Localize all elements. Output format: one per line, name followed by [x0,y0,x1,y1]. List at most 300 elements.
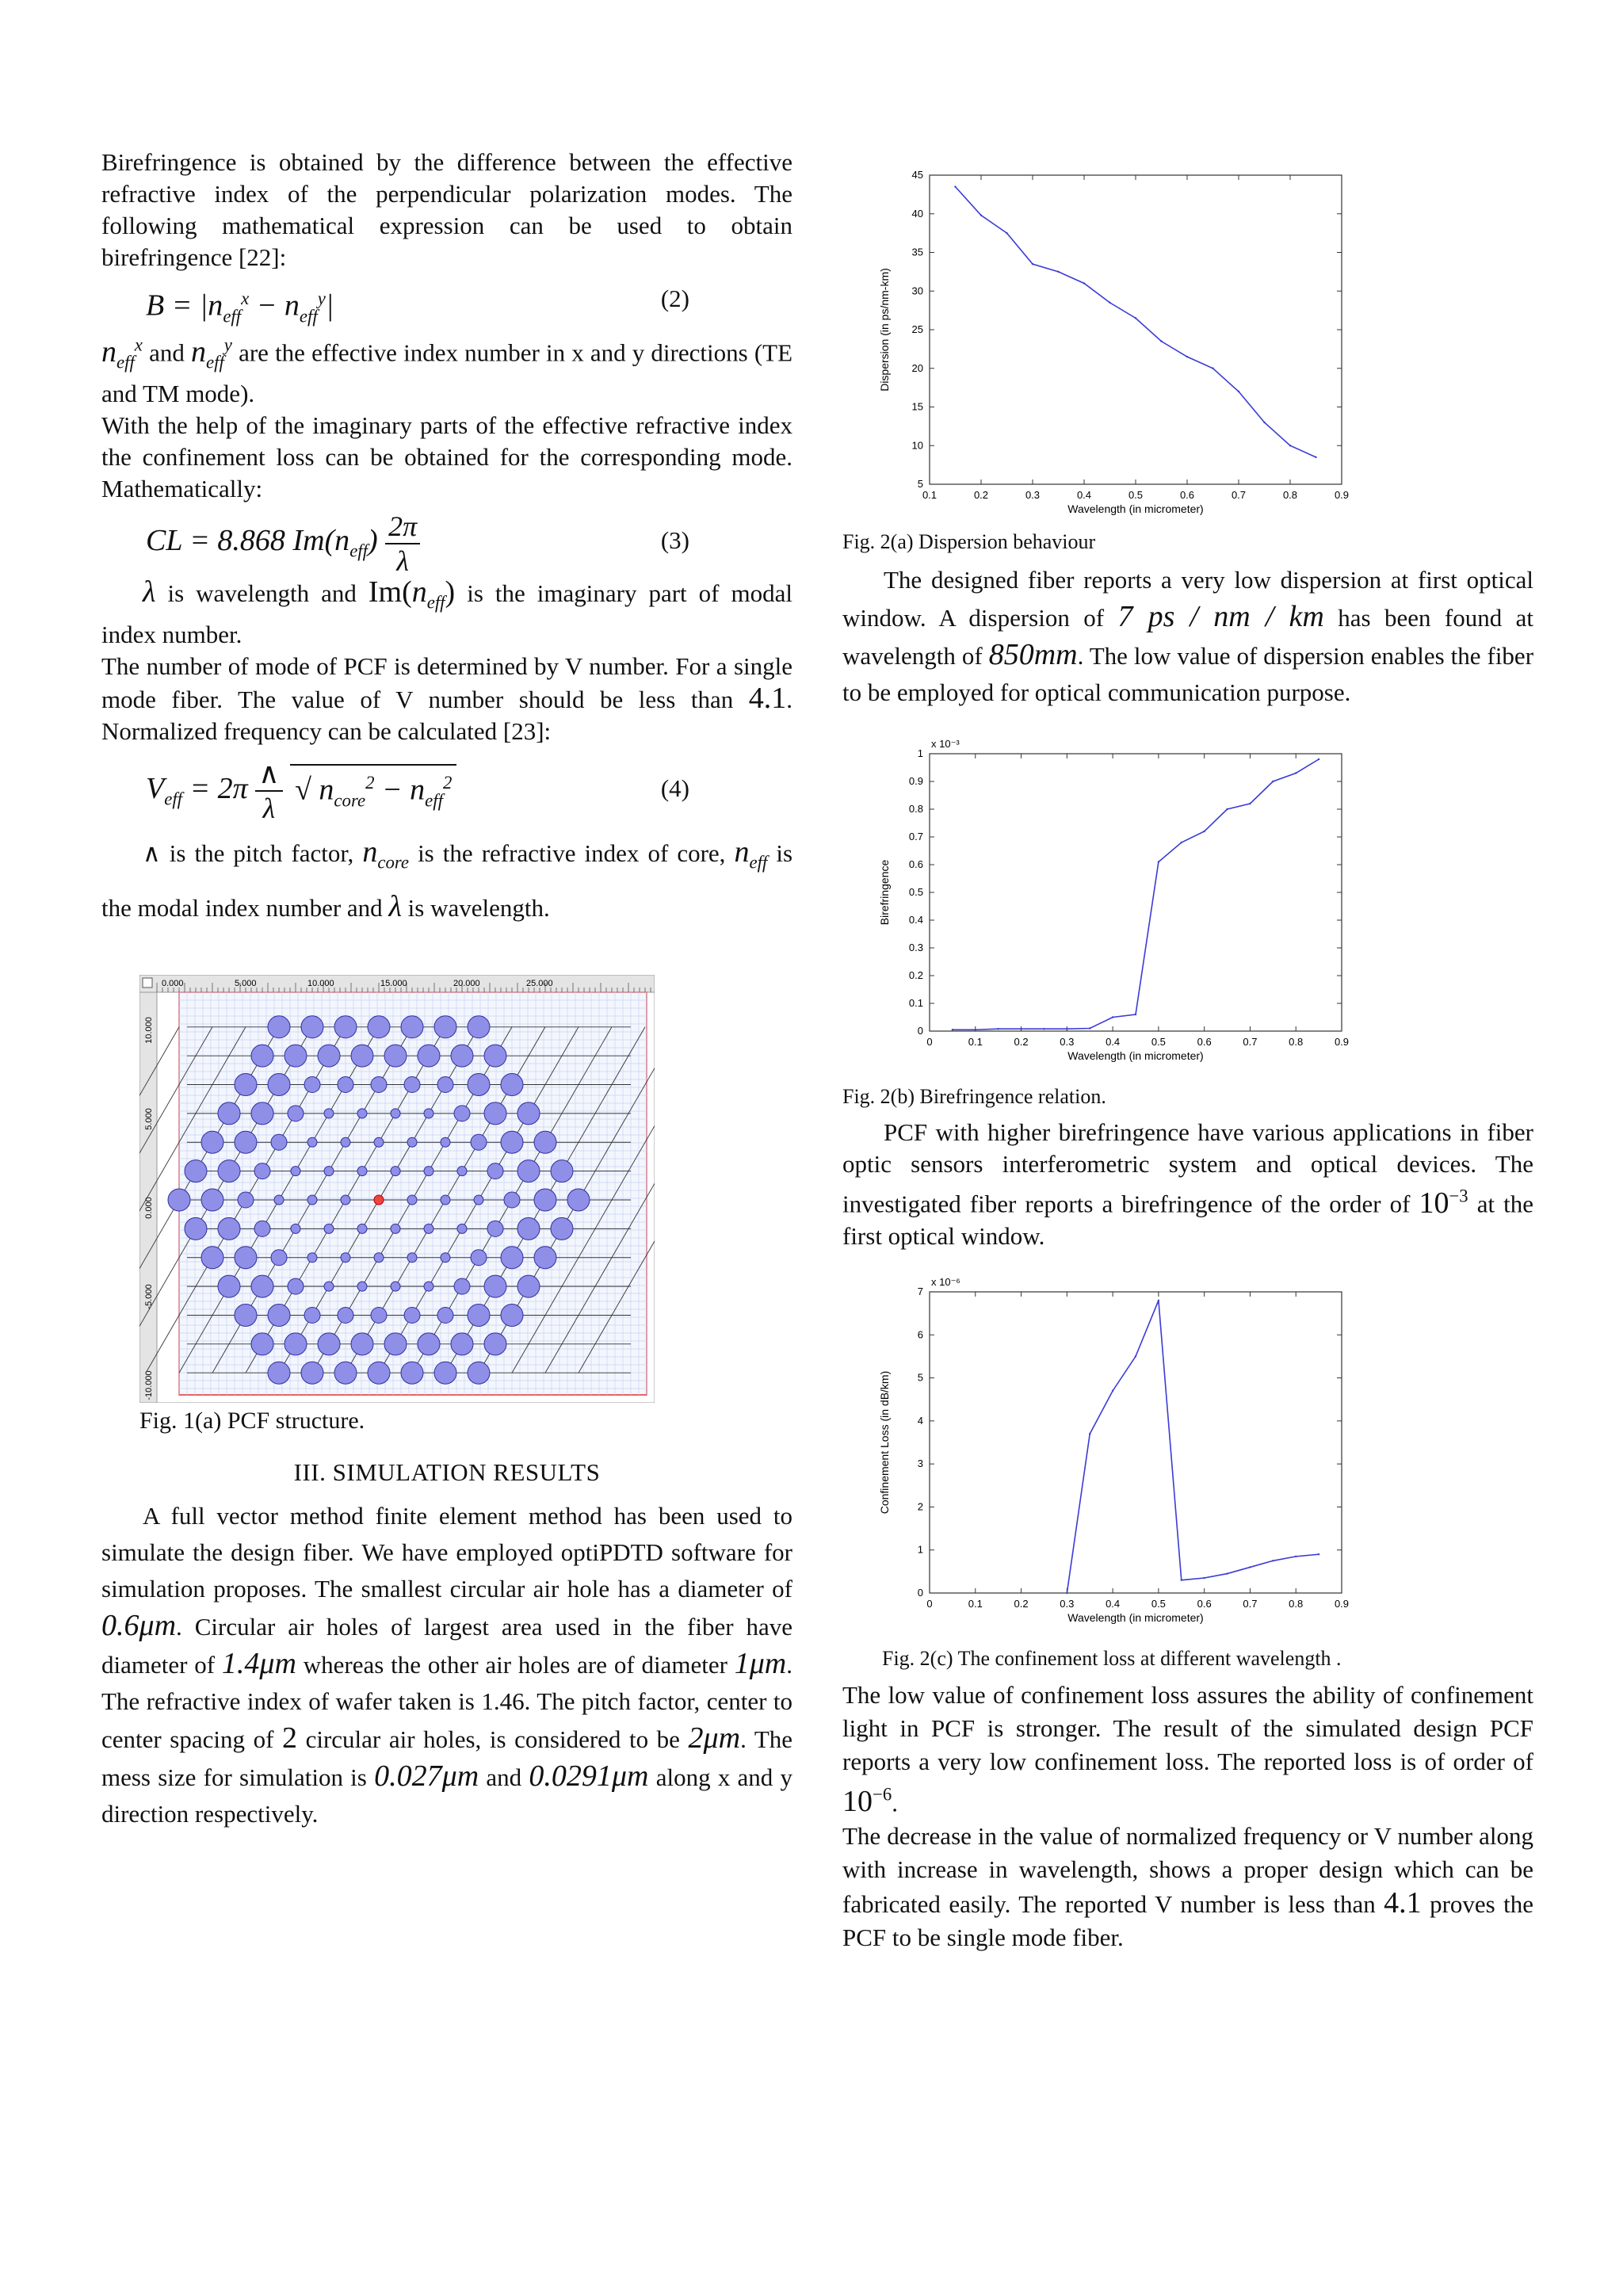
data-point [1135,1355,1136,1357]
plot-frame [930,1292,1342,1593]
text-pitch: is the pitch factor, [169,839,354,867]
text-normalized: . Normalized frequency can be calculated [23]: [101,685,792,745]
data-point [1212,368,1213,369]
air-hole [271,1135,287,1151]
x-axis-label: Wavelength (in micrometer) [1067,1049,1204,1062]
air-hole [304,1308,320,1324]
air-hole [268,1362,290,1385]
symbol-neff-x: $n_{eff}^x$ [101,334,143,372]
y-tick-label: 20 [911,361,923,374]
x-tick-label: 0.6 [1179,489,1195,501]
air-hole [341,1138,350,1148]
symbol-im-neff: $Im(n_{eff})$ [368,575,456,613]
x-tick-label: 0.1 [968,1036,983,1048]
y-axis-label: Dispersion (in ps/nm-km) [878,268,891,392]
ruler-label: 5.000 [235,979,257,989]
air-hole [454,1279,470,1295]
paragraph-birefringence-apps [842,1117,1533,1252]
paragraph-vnumber-result [842,1820,1533,1954]
figure-2a-dispersion [842,151,1533,524]
confinement-loss-chart [842,1260,1365,1641]
x-tick-label: 0.1 [968,1597,983,1610]
pcf-structure-image [139,975,655,1403]
x-tick-label: 0.8 [1282,489,1298,501]
data-point [1272,781,1274,782]
y-tick-label: 7 [917,1285,923,1297]
air-hole [341,1253,350,1263]
air-hole [468,1305,490,1327]
text-sim-2: . Circular air holes of largest area used in the fiber have diameter of [101,1613,792,1679]
x-tick-label: 0.7 [1243,1036,1258,1048]
air-hole [285,1045,307,1068]
air-hole [468,1362,490,1385]
equation-4 [101,747,792,830]
air-hole [301,1016,323,1038]
x-tick-label: 0.4 [1106,1597,1121,1610]
air-hole [457,1167,467,1176]
plot-frame [930,754,1342,1031]
air-hole [401,1362,423,1385]
value-mid-hole: 1μm [734,1647,787,1681]
air-hole [341,1195,350,1205]
air-hole [484,1276,506,1298]
air-hole [534,1132,556,1154]
air-hole [517,1276,540,1298]
value-loss-order: $10^{-6}$ [842,1784,892,1819]
data-point [1135,1014,1136,1015]
value-v-4-1: 4.1 [1384,1886,1422,1920]
right-column [842,147,1533,1954]
air-hole [338,1308,353,1324]
air-hole [471,1135,487,1151]
value-mesh-x: 0.027μm [374,1759,479,1794]
air-hole [357,1167,367,1176]
air-hole [291,1224,300,1234]
air-hole [235,1305,257,1327]
data-point [1158,861,1159,862]
air-hole [254,1221,270,1237]
data-point [1181,842,1182,843]
air-hole [357,1282,367,1292]
core-marker [374,1195,384,1205]
symbol-lambda-2: λ [388,890,402,924]
x-tick-label: 0 [926,1597,933,1610]
air-hole [324,1109,334,1118]
air-hole [424,1167,433,1176]
data-point [1263,422,1265,423]
x-tick-label: 0 [926,1036,933,1048]
y-tick-label: 0.8 [908,803,923,815]
y-tick-label: 45 [911,169,923,181]
air-hole [434,1362,456,1385]
text-neff-modal: is the modal index number and [101,839,793,923]
data-point [1089,1027,1090,1029]
y-tick-label: 5 [917,1371,923,1384]
text-sim-7: and [486,1763,522,1792]
vertical-ruler-label: 0.000 [144,1197,154,1220]
x-tick-label: 0.7 [1231,489,1247,501]
air-hole [551,1218,573,1240]
air-hole [534,1247,556,1269]
data-point [1089,1433,1090,1435]
air-hole [285,1333,307,1355]
text-vnumber: The number of mode of PCF is determined by V number. For a single mode fiber. The value of V number should be less than [101,651,792,713]
y-axis-label: Birefringence [878,859,891,926]
air-hole [235,1247,257,1269]
air-hole [391,1109,400,1118]
air-hole [484,1045,506,1068]
figure-2a-caption: Fig. 2(a) Dispersion behaviour [842,530,1096,553]
air-hole [487,1221,503,1237]
air-hole [268,1305,290,1327]
equation-2-number: (2) [660,285,689,312]
air-hole [357,1109,367,1118]
text-conf-1: The low value of confinement loss assures the ability of confinement light in PCF is stronger. The result of the simulated design PCF reports a very low confinement loss. The reported loss is of order of [842,1680,1533,1775]
data-point [1295,772,1296,774]
y-tick-label: 30 [911,285,923,297]
air-hole [468,1016,490,1038]
dispersion-chart [842,151,1365,524]
data-point [954,185,956,187]
y-tick-label: 0.7 [908,831,923,842]
data-point [1272,1560,1274,1561]
x-tick-label: 0.3 [1060,1597,1075,1610]
air-hole [235,1074,257,1096]
symbol-pitch: ∧ [143,839,161,867]
air-hole [218,1160,240,1182]
scale-label: x 10⁻⁶ [931,1275,960,1288]
air-hole [441,1195,450,1205]
data-point [1226,1572,1228,1574]
air-hole [288,1279,304,1295]
symbol-neff: $n_{eff}$ [734,835,768,873]
air-hole [357,1224,367,1234]
text-sim-3: whereas the other air holes are of diameter [303,1651,727,1679]
air-hole [484,1102,506,1125]
paragraph-confinement-intro: With the help of the imaginary parts of the effective refractive index the confinement loss can be obtained for the corresponding mode. Mathematically: [101,411,792,503]
x-tick-label: 0.6 [1197,1597,1212,1610]
air-hole [268,1074,290,1096]
data-point [1295,1555,1296,1557]
air-hole [351,1333,373,1355]
air-hole [338,1077,353,1093]
y-tick-label: 0 [917,1025,923,1037]
y-tick-label: 0.2 [908,969,923,981]
air-hole [324,1282,334,1292]
air-hole [251,1276,273,1298]
air-hole [291,1167,300,1176]
y-tick-label: 35 [911,246,923,258]
value-large-hole: 1.4μm [221,1647,296,1681]
data-point [1006,232,1007,234]
y-tick-label: 6 [917,1328,923,1340]
air-hole [454,1106,470,1121]
air-hole [384,1333,407,1355]
value-dispersion: 7 ps / nm / km [1117,600,1324,633]
vertical-ruler-label: 5.000 [144,1108,154,1131]
text-sim-5: circular air holes, is considered to be [305,1725,680,1754]
air-hole [334,1362,357,1385]
value-4-1: 4.1 [748,681,787,715]
y-tick-label: 0 [917,1586,923,1599]
air-hole [501,1247,523,1269]
equation-4-number: (4) [660,774,689,802]
data-point [1083,282,1085,284]
figure-2c-caption: Fig. 2(c) The confinement loss at different wavelength . [882,1646,1342,1670]
text-im-desc: is the imaginary part of modal index number. [101,579,793,648]
symbol-neff-y: $n_{eff}^y$ [191,334,232,372]
data-point [1043,1028,1044,1030]
air-hole [407,1195,417,1205]
air-hole [318,1045,340,1068]
data-point [1066,1028,1067,1030]
plot-frame [930,175,1342,484]
air-hole [374,1253,384,1263]
text-and: and [149,338,185,367]
air-hole [251,1102,273,1125]
air-hole [501,1305,523,1327]
air-hole [504,1192,520,1208]
x-tick-label: 0.4 [1106,1036,1121,1048]
data-point [975,1029,976,1030]
data-point [1249,803,1251,804]
air-hole [407,1138,417,1148]
air-hole [384,1045,407,1068]
data-point [1135,317,1136,319]
data-point [1158,1299,1159,1301]
air-hole [434,1016,456,1038]
paragraph-pitch [101,830,792,931]
equation-3 [101,505,792,576]
text-disp-2: has been found at wavelength of [842,604,1533,670]
equation-3-number: (3) [660,526,689,555]
symbol-lambda: λ [143,575,156,609]
ruler-label: 15.000 [380,979,407,989]
equation-4-body: $V_{eff} = 2\pi$ $\frac{\wedge}{\lambda}$ √ $n_{core}^2 - n_{eff}^2$ [146,747,456,841]
air-hole [268,1016,290,1038]
text-sim-1: A full vector method finite element method has been used to simulate the design fiber. We have employed optiPDTD software for simulation proposes. The smallest circular air hole has a diameter of [101,1502,792,1603]
x-tick-label: 0.1 [922,489,938,501]
data-point [1249,1566,1251,1568]
air-hole [368,1016,390,1038]
air-hole [424,1282,433,1292]
air-hole [484,1333,506,1355]
x-tick-label: 0.3 [1060,1036,1075,1048]
equation-2 [101,273,792,327]
x-tick-label: 0.6 [1197,1036,1212,1048]
x-tick-label: 0.9 [1334,1036,1350,1048]
air-hole [218,1218,240,1240]
x-tick-label: 0.2 [1014,1597,1029,1610]
air-hole [318,1333,340,1355]
value-wavelength-850: 850mm [988,638,1078,671]
vertical-ruler-label: 10.000 [144,1017,154,1045]
data-point [1318,1553,1319,1555]
air-hole [517,1218,540,1240]
air-hole [451,1333,473,1355]
x-tick-label: 0.5 [1151,1597,1166,1610]
air-hole [418,1333,440,1355]
data-point [1203,831,1205,832]
y-tick-label: 4 [917,1414,923,1427]
air-hole [201,1247,223,1269]
y-tick-label: 1 [917,747,923,759]
x-tick-label: 0.8 [1289,1036,1304,1048]
figure-2b-birefringence [842,722,1533,1079]
value-pitch: 2μm [688,1721,741,1755]
data-point [1226,808,1228,810]
air-hole [371,1077,387,1093]
air-hole [368,1362,390,1385]
data-point [1057,271,1059,273]
figure-2c-confinement [842,1260,1533,1641]
equation-3-body: CL = 8.868 $Im(n_{eff})$ $\frac{2\pi}{\lambda}$ [146,505,420,587]
air-hole [424,1109,433,1118]
text-sim-6: . The mess size for simulation is [101,1725,793,1792]
scale-label: x 10⁻³ [931,738,960,750]
value-two: 2 [282,1721,297,1755]
air-hole [274,1195,284,1205]
air-hole [201,1132,223,1154]
air-hole [391,1167,400,1176]
text-lambda-desc: is wavelength and [167,579,357,608]
air-hole [424,1224,433,1234]
data-point [980,215,982,216]
air-hole [334,1016,357,1038]
vertical-ruler-label: -5.000 [144,1284,154,1310]
air-hole [474,1195,483,1205]
paragraph-dispersion [842,562,1533,711]
paragraph-lambda [101,576,792,651]
text-vres-1: The decrease in the value of normalized frequency or V number along with increase in wavelength, shows a proper design which can be fabricated easily. The reported V number is less than [842,1822,1533,1919]
air-hole [534,1189,556,1211]
y-tick-label: 0.6 [908,858,923,870]
air-hole [517,1102,540,1125]
air-hole [457,1224,467,1234]
air-hole [251,1333,273,1355]
x-tick-label: 0.2 [1014,1036,1029,1048]
vertical-ruler-label: -10.000 [144,1370,154,1401]
x-axis-label: Wavelength (in micrometer) [1067,502,1204,515]
y-tick-label: 25 [911,323,923,335]
air-hole [218,1102,240,1125]
air-hole [218,1276,240,1298]
value-mesh-y: 0.0291μm [529,1759,649,1794]
x-tick-label: 0.4 [1076,489,1092,501]
air-hole [168,1189,190,1211]
paragraph-vnumber [101,651,792,747]
data-point [1020,1028,1022,1030]
air-hole [235,1132,257,1154]
data-point [1238,391,1239,392]
y-tick-label: 0.3 [908,942,923,953]
ruler-label: 20.000 [453,979,480,989]
air-hole [307,1253,317,1263]
data-point [1181,1579,1182,1580]
text-bire-2: at the first optical window. [842,1190,1533,1250]
air-hole [517,1160,540,1182]
air-hole [404,1308,420,1324]
loss-exponent: −6 [873,1784,892,1805]
air-hole [307,1138,317,1148]
air-hole [391,1224,400,1234]
data-point [952,1029,953,1030]
y-tick-label: 0.9 [908,775,923,787]
air-hole [201,1189,223,1211]
bire-exponent: −3 [1449,1186,1468,1205]
air-hole [391,1282,400,1292]
y-tick-label: 0.5 [908,886,923,898]
figure-1-caption: Fig. 1(a) PCF structure. [139,1408,365,1435]
x-tick-label: 0.8 [1289,1597,1304,1610]
text-neff-desc: are the effective index number in x and y directions (TE and TM mode). [101,338,793,408]
y-tick-label: 1 [917,1543,923,1556]
air-hole [401,1016,423,1038]
air-hole [254,1163,270,1179]
text-disp-3: . The low value of dispersion enables the fiber to be employed for optical communication purpose. [842,642,1534,706]
data-point [1315,457,1316,458]
air-hole [238,1192,254,1208]
text-bire-1: PCF with higher birefringence have various applications in fiber optic sensors interferometric system and optical devices. The investigated fiber reports a birefringence of the order of [842,1118,1533,1218]
air-hole [304,1077,320,1093]
figure-2b-caption: Fig. 2(b) Birefringence relation. [842,1085,1106,1108]
value-bire-order: $10^{-3}$ [1419,1186,1468,1220]
y-tick-label: 0.4 [908,914,923,926]
data-point [1203,1576,1205,1578]
figure-1-pcf-structure [139,975,792,1403]
air-hole [404,1077,420,1093]
x-tick-label: 0.3 [1025,489,1041,501]
left-column [101,147,792,1832]
data-point [1160,340,1162,342]
equation-2-body: $B = |n_{eff}^x - n_{eff}^y|$ [146,288,334,327]
text-sim-4: . The refractive index of wafer taken is 1.46. The pitch factor, center to center spacing of [101,1651,793,1754]
x-axis-label: Wavelength (in micrometer) [1067,1610,1204,1624]
x-tick-label: 0.9 [1334,1597,1350,1610]
air-hole [251,1045,273,1068]
air-hole [441,1253,450,1263]
air-hole [551,1160,573,1182]
ruler-label: 0.000 [162,979,184,989]
air-hole [471,1250,487,1266]
x-tick-label: 0.5 [1128,489,1144,501]
air-hole [371,1308,387,1324]
ruler-label: 10.000 [307,979,334,989]
air-hole [307,1195,317,1205]
air-hole [501,1132,523,1154]
air-hole [451,1045,473,1068]
data-point [997,1028,999,1030]
air-hole [567,1189,590,1211]
air-hole [374,1138,384,1148]
text-wavelength: is wavelength. [407,894,550,923]
air-hole [324,1167,334,1176]
air-hole [271,1250,287,1266]
air-hole [351,1045,373,1068]
data-point [1318,758,1319,760]
value-small-hole: 0.6μm [101,1609,177,1643]
data-point [1112,1016,1113,1018]
y-tick-label: 40 [911,207,923,220]
air-hole [487,1163,503,1179]
y-tick-label: 3 [917,1457,923,1469]
air-hole [468,1074,490,1096]
y-tick-label: 15 [911,400,923,413]
y-tick-label: 5 [917,478,923,490]
x-tick-label: 0.9 [1334,489,1350,501]
x-tick-label: 0.2 [973,489,989,501]
data-point [1112,1389,1113,1391]
